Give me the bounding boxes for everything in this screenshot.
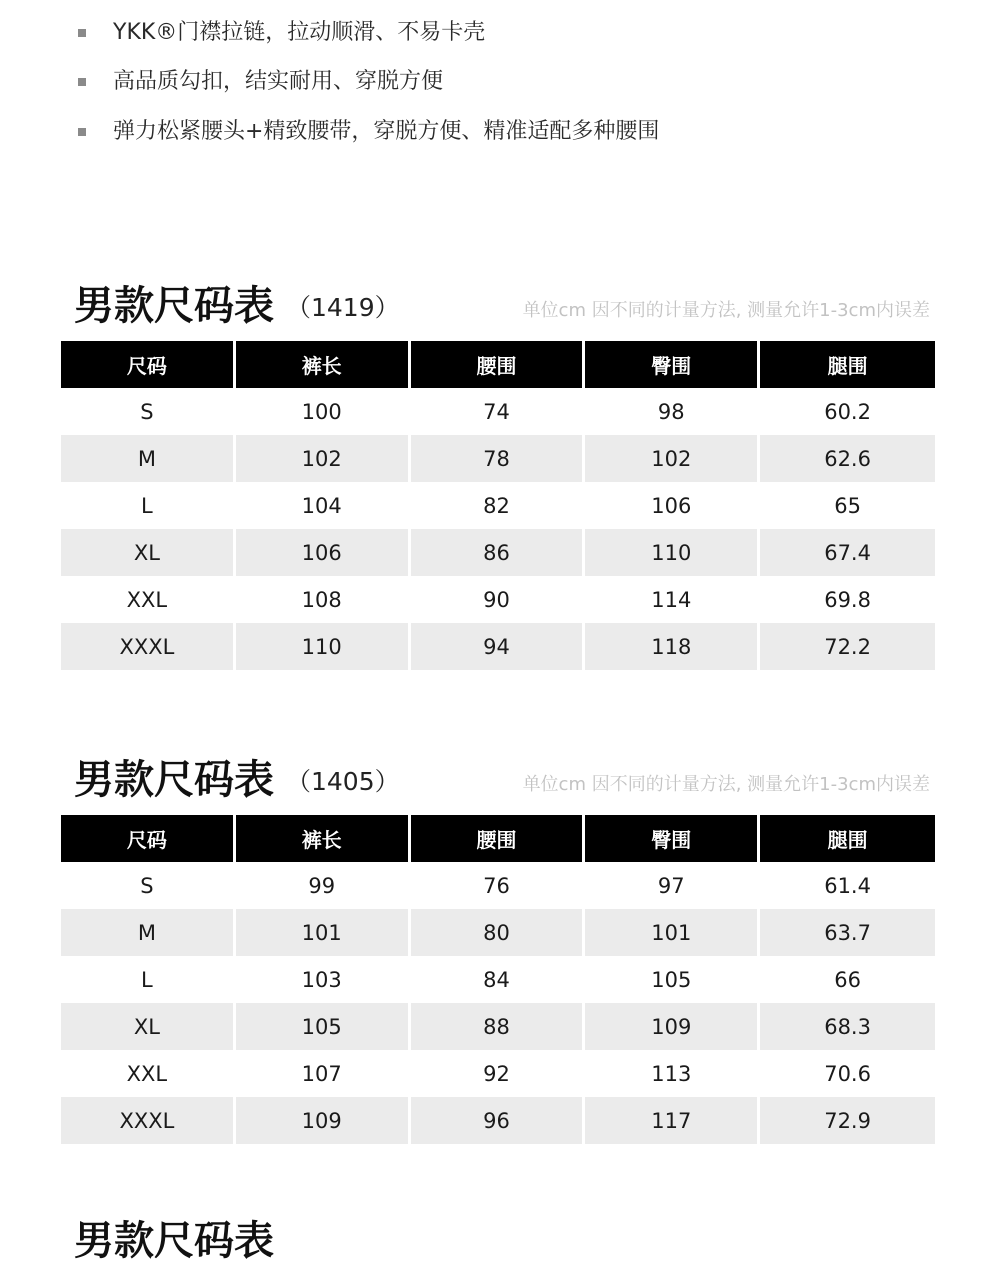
table-cell: M (61, 435, 236, 482)
feature-item (0, 64, 1000, 100)
table-row (61, 909, 935, 956)
column-header: 臀围 (585, 341, 760, 388)
table-cell: 76 (411, 862, 586, 909)
section-title-partial: 男款尺码表 (74, 1218, 274, 1264)
table-cell: 82 (411, 482, 586, 529)
column-header: 尺码 (61, 341, 236, 388)
table-cell: 108 (236, 576, 411, 623)
table-cell: 103 (236, 956, 411, 1003)
feature-item (0, 15, 1000, 51)
table-cell: 60.2 (824, 399, 871, 424)
table-cell: 101 (236, 909, 411, 956)
table-cell: 65 (834, 493, 861, 518)
column-header: 腰围 (411, 815, 586, 862)
feature-text: 高品质勾扣，结实耐用、穿脱方便 (113, 69, 444, 94)
table-cell: 106 (236, 529, 411, 576)
table-row (61, 388, 935, 435)
table-cell: 62.6 (760, 435, 935, 482)
table-row (61, 1050, 935, 1097)
table-cell: 94 (411, 623, 586, 670)
table-cell: L (61, 956, 236, 1003)
table-cell: XL (61, 1003, 236, 1050)
table-cell: 99 (236, 862, 411, 909)
table-cell: 88 (411, 1003, 586, 1050)
table-row (61, 862, 935, 909)
table-cell: 67.4 (760, 529, 935, 576)
table-cell: 90 (411, 576, 586, 623)
measurement-note: 单位cm 因不同的计量方法, 测量允许1-3cm内误差 (522, 774, 930, 795)
table-cell: 98 (585, 388, 760, 435)
table-row (61, 529, 935, 576)
table-row (61, 482, 935, 529)
table-header-row (61, 341, 935, 388)
table-cell: 72.9 (760, 1097, 935, 1144)
table-cell: 101 (585, 909, 760, 956)
table-cell: 63.7 (760, 909, 935, 956)
table-cell: 106 (585, 482, 760, 529)
column-header: 腰围 (411, 341, 586, 388)
table-cell: XXL (61, 1050, 236, 1097)
column-header: 裤长 (236, 341, 411, 388)
table-cell: 80 (411, 909, 586, 956)
table-cell: 110 (585, 529, 760, 576)
table-cell: 92 (411, 1050, 586, 1097)
table-cell: 74 (411, 388, 586, 435)
table-cell: 117 (585, 1097, 760, 1144)
table-row (61, 1003, 935, 1050)
table-cell: 72.2 (760, 623, 935, 670)
section-title: 男款尺码表 (74, 283, 274, 329)
table-cell: 96 (411, 1097, 586, 1144)
table-row (61, 623, 935, 670)
column-header: 腿围 (760, 341, 935, 388)
table-cell: XXXL (61, 623, 236, 670)
table-cell: L (61, 482, 236, 529)
column-header: 裤长 (236, 815, 411, 862)
section-title: 男款尺码表 (74, 757, 274, 803)
table-header-row (61, 815, 935, 862)
column-header: 尺码 (61, 815, 236, 862)
table-cell: 114 (585, 576, 760, 623)
table-row (61, 435, 935, 482)
table-cell: S (61, 388, 236, 435)
table-cell: 68.3 (760, 1003, 935, 1050)
table-cell: XXXL (61, 1097, 236, 1144)
table-cell: 66 (834, 967, 861, 992)
table-cell: 86 (411, 529, 586, 576)
table-cell: 113 (585, 1050, 760, 1097)
table-cell: 105 (236, 1003, 411, 1050)
table-cell: 109 (585, 1003, 760, 1050)
size-table (61, 341, 935, 670)
table-cell: 110 (236, 623, 411, 670)
feature-text: 弹力松紧腰头+精致腰带，穿脱方便、精准适配多种腰围 (113, 119, 660, 144)
table-cell: M (61, 909, 236, 956)
table-cell: 69.8 (824, 587, 871, 612)
table-cell: 107 (236, 1050, 411, 1097)
table-cell: 105 (585, 956, 760, 1003)
measurement-note: 单位cm 因不同的计量方法, 测量允许1-3cm内误差 (522, 300, 930, 321)
square-bullet-icon (78, 128, 86, 136)
square-bullet-icon (78, 29, 86, 37)
table-cell: XL (61, 529, 236, 576)
model-code: （1405） (286, 767, 400, 796)
table-cell: 109 (236, 1097, 411, 1144)
table-cell: 70.6 (824, 1061, 871, 1086)
table-cell: 97 (585, 862, 760, 909)
table-cell: 102 (585, 435, 760, 482)
table-cell: 118 (585, 623, 760, 670)
feature-text: YKK®门襟拉链，拉动顺滑、不易卡壳 (113, 20, 486, 45)
table-cell: 61.4 (824, 873, 871, 898)
table-cell: 102 (236, 435, 411, 482)
size-chart-section (0, 755, 1000, 1133)
feature-item (0, 114, 1000, 150)
column-header: 腿围 (760, 815, 935, 862)
column-header: 臀围 (585, 815, 760, 862)
table-cell: S (61, 862, 236, 909)
square-bullet-icon (78, 78, 86, 86)
size-table (61, 815, 935, 1144)
table-cell: 104 (236, 482, 411, 529)
table-cell: 84 (411, 956, 586, 1003)
model-code: （1419） (286, 293, 400, 322)
table-row (61, 956, 935, 1003)
size-chart-section (0, 281, 1000, 659)
table-row (61, 576, 935, 623)
table-row (61, 1097, 935, 1144)
table-cell: XXL (61, 576, 236, 623)
table-cell: 100 (236, 388, 411, 435)
table-cell: 78 (411, 435, 586, 482)
